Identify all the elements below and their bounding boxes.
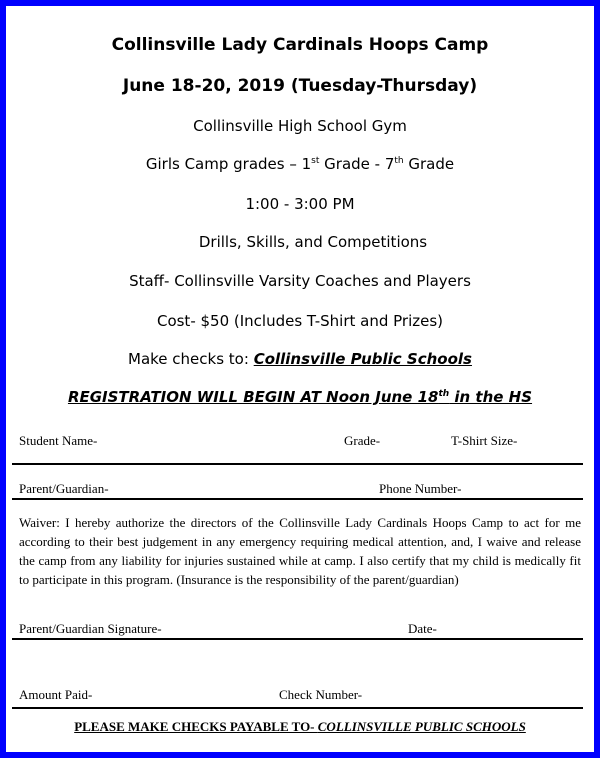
date-label: Date- (408, 621, 437, 636)
grade-label: Grade- (344, 433, 381, 448)
camp-dates: June 18-20, 2019 (Tuesday-Thursday) (122, 76, 478, 96)
signature-row-line (12, 638, 583, 640)
grades-prefix: Girls Camp grades – 1 (145, 155, 312, 173)
camp-time: 1:00 - 3:00 PM (245, 195, 355, 213)
phone-number-label: Phone Number- (379, 481, 462, 496)
camp-location: Collinsville High School Gym (193, 117, 407, 135)
grades-sup-2: th (394, 156, 404, 166)
parent-row-line (12, 498, 583, 500)
camp-staff: Staff- Collinsville Varsity Coaches and Players (129, 272, 471, 290)
parent-guardian-label: Parent/Guardian- (19, 481, 109, 496)
student-row-line (12, 463, 583, 465)
make-checks-label: Make checks to: (128, 350, 254, 368)
grades-suffix: Grade (403, 155, 455, 173)
student-name-label: Student Name- (19, 433, 98, 448)
camp-grades (0, 155, 600, 173)
footer-payee: COLLINSVILLE PUBLIC SCHOOLS (317, 719, 526, 734)
registration-main: REGISTRATION WILL BEGIN AT Noon June 18 (67, 388, 439, 406)
registration-sup: th (438, 389, 450, 399)
tshirt-size-label: T-Shirt Size- (451, 433, 518, 448)
grades-sup-1: st (311, 156, 320, 166)
grades-middle: Grade - 7 (319, 155, 395, 173)
camp-cost: Cost- $50 (Includes T-Shirt and Prizes) (156, 312, 444, 330)
camp-title: Collinsville Lady Cardinals Hoops Camp (111, 35, 489, 55)
camp-activities: Drills, Skills, and Competitions (198, 233, 428, 251)
make-checks-payee: Collinsville Public Schools (253, 350, 472, 368)
payment-row-line (12, 707, 583, 709)
registration-notice (0, 388, 600, 406)
amount-paid-label: Amount Paid- (19, 687, 93, 702)
footer-notice (0, 719, 600, 735)
make-checks-line (0, 350, 600, 368)
waiver-text: Waiver: I hereby authorize the directors of the Collinsville Lady Cardinals Hoops Camp to act for me according to their best judgement in any emergency requiring medical attention, and, I waive and release the camp from any liability for injuries sustained while at camp. I also certify that my child is medically fit to participate in this program. (Insurance is the responsibility of the parent/guardian) (19, 515, 581, 587)
registration-end: in the HS (449, 388, 533, 406)
footer-label: PLEASE MAKE CHECKS PAYABLE TO- (74, 719, 318, 734)
signature-label: Parent/Guardian Signature- (19, 621, 162, 636)
check-number-label: Check Number- (279, 687, 363, 702)
